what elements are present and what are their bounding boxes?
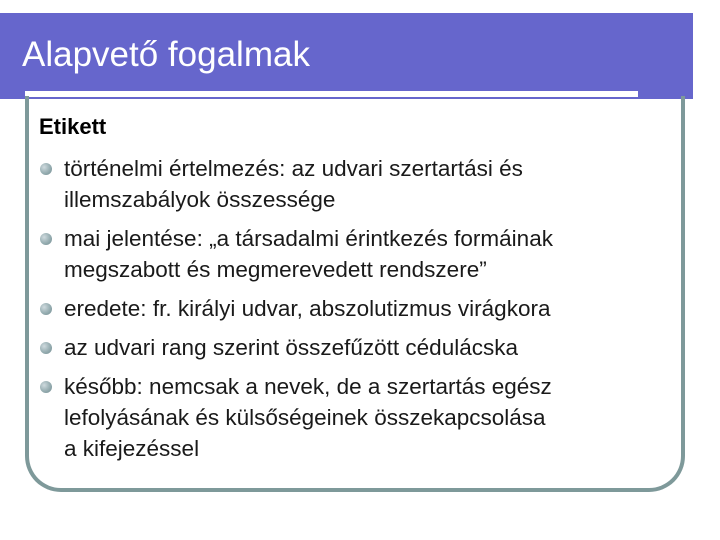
bullet-dot-icon xyxy=(40,303,52,315)
bullet-text-continued: a kifejezéssel xyxy=(64,436,200,461)
bullet-list xyxy=(39,153,679,472)
bullet-dot-icon xyxy=(40,233,52,245)
bullet-text: történelmi értelmezés: az udvari szertartási és xyxy=(64,156,523,181)
bullet-dot-icon xyxy=(40,381,52,393)
bullet-text: eredete: fr. királyi udvar, abszolutizmus virágkora xyxy=(64,296,551,321)
bullet-text: mai jelentése: „a társadalmi érintkezés formáinak xyxy=(64,226,553,251)
bullet-text: az udvari rang szerint összefűzött cédulácska xyxy=(64,335,518,360)
bullet-item xyxy=(39,293,679,324)
bullet-dot-icon xyxy=(40,342,52,354)
bullet-item xyxy=(39,223,679,285)
bullet-text-continued: megszabott és megmerevedett rendszere” xyxy=(64,257,487,282)
bullet-text-continued: lefolyásának és külsőségeinek összekapcsolása xyxy=(64,405,546,430)
bullet-item xyxy=(39,332,679,363)
bullet-text-continued: illemszabályok összessége xyxy=(64,187,336,212)
bullet-item xyxy=(39,371,679,464)
bullet-dot-icon xyxy=(40,163,52,175)
bullet-text: később: nemcsak a nevek, de a szertartás egész xyxy=(64,374,552,399)
bullet-item xyxy=(39,153,679,215)
section-heading: Etikett xyxy=(39,114,107,139)
slide-title: Alapvető fogalmak xyxy=(22,35,310,74)
